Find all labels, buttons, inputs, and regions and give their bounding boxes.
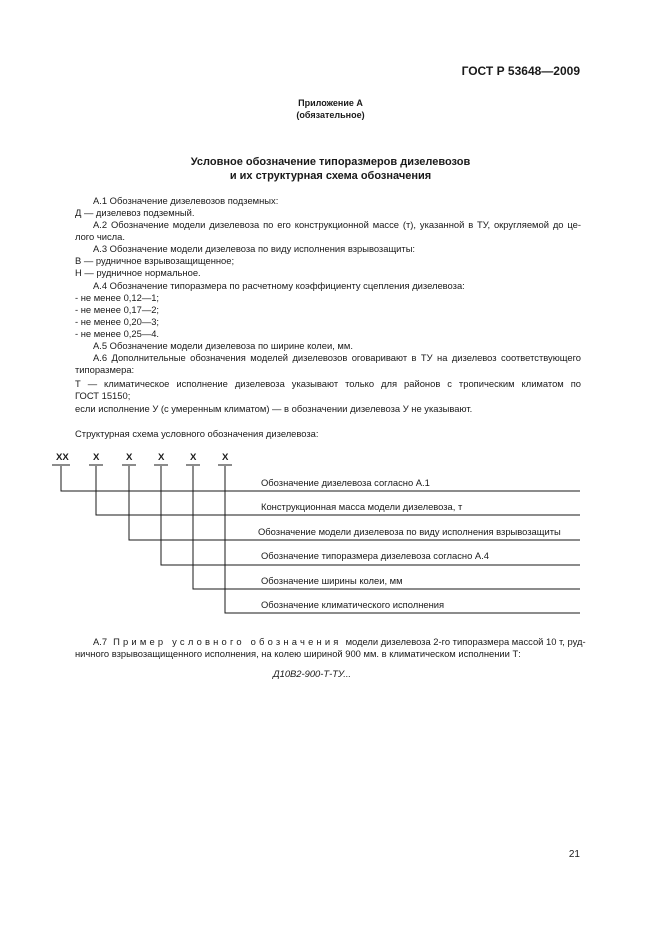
scheme-label: Обозначение климатического исполнения bbox=[261, 599, 445, 610]
scheme-code: X bbox=[190, 452, 197, 463]
clause-a3-option-n: Н — рудничное нормальное. bbox=[75, 267, 201, 278]
clause-a1-definition: Д — дизелевоз подземный. bbox=[75, 207, 195, 218]
clause-a6-line-2: типоразмера: bbox=[75, 364, 135, 375]
scheme-intro: Структурная схема условного обозначения дизелевоза: bbox=[75, 428, 319, 439]
clause-a5: А.5 Обозначение модели дизелевоза по ширине колеи, мм. bbox=[93, 340, 353, 351]
clause-a6-u: если исполнение У (с умеренным климатом) — в обозначении дизелевоза У не указывают. bbox=[75, 403, 473, 414]
scheme-label: Обозначение типоразмера дизелевоза согласно А.4 bbox=[261, 550, 489, 561]
scheme-label: Обозначение модели дизелевоза по виду исполнения взрывозащиты bbox=[258, 526, 561, 537]
clause-a2-line-2: лого числа. bbox=[75, 231, 125, 242]
clause-a7-spaced-term: Пример условного обозначения bbox=[113, 636, 342, 647]
clause-a3-option-v: В — рудничное взрывозащищенное; bbox=[75, 255, 235, 266]
clause-a6-line-1: А.6 Дополнительные обозначения моделей дизелевозов оговаривают в ТУ на дизелевоз соответствующего bbox=[93, 352, 581, 363]
clause-a6-t-line-2: ГОСТ 15150; bbox=[75, 390, 131, 401]
scheme-label: Обозначение дизелевоза согласно А.1 bbox=[261, 477, 430, 488]
document-id: ГОСТ Р 53648—2009 bbox=[461, 64, 580, 78]
scheme-code: X bbox=[126, 452, 133, 463]
scheme-label: Конструкционная масса модели дизелевоза, т bbox=[261, 501, 463, 512]
clause-a4-item: - не менее 0,20—3; bbox=[75, 316, 160, 327]
clause-a7-rest: модели дизелевоза 2-го типоразмера массой 10 т, руд- bbox=[345, 636, 586, 647]
section-title-line-2: и их структурная схема обозначения bbox=[229, 170, 432, 182]
clause-a7-line-1 bbox=[93, 636, 586, 648]
clause-a6-t-line-1: Т — климатическое исполнение дизелевоза указывают только для районов с тропическим климатом по bbox=[75, 378, 581, 389]
appendix-title: Приложение А bbox=[298, 98, 363, 108]
example-designation: Д10В2-900-Т-ТУ... bbox=[273, 668, 352, 679]
clause-a3: А.3 Обозначение модели дизелевоза по виду исполнения взрывозащиты: bbox=[93, 243, 416, 254]
section-title-line-1: Условное обозначение типоразмеров дизелевозов bbox=[190, 156, 471, 168]
page-number: 21 bbox=[568, 849, 580, 860]
clause-a2-line-1: А.2 Обозначение модели дизелевоза по его конструкционной массе (т), указанной в ТУ, округляемой до це- bbox=[93, 219, 581, 230]
scheme-code: X bbox=[93, 452, 100, 463]
clause-a4-item: - не менее 0,12—1; bbox=[75, 292, 160, 303]
scheme-label: Обозначение ширины колеи, мм bbox=[261, 575, 403, 586]
clause-a7-number: А.7 bbox=[93, 636, 108, 647]
scheme-code: X bbox=[222, 452, 229, 463]
clause-a7-line-2: ничного взрывозащищенного исполнения, на колею шириной 900 мм. в климатическом исполнении Т: bbox=[75, 648, 521, 659]
clause-a4-item: - не менее 0,25—4. bbox=[75, 328, 160, 339]
scheme-code: X bbox=[158, 452, 165, 463]
clause-a4-item: - не менее 0,17—2; bbox=[75, 304, 160, 315]
clause-a1: А.1 Обозначение дизелевозов подземных: bbox=[93, 195, 279, 206]
scheme-code: XX bbox=[56, 452, 69, 463]
appendix-subtitle: (обязательное) bbox=[296, 110, 365, 120]
clause-a4: А.4 Обозначение типоразмера по расчетному коэффициенту сцепления дизелевоза: bbox=[93, 280, 465, 291]
